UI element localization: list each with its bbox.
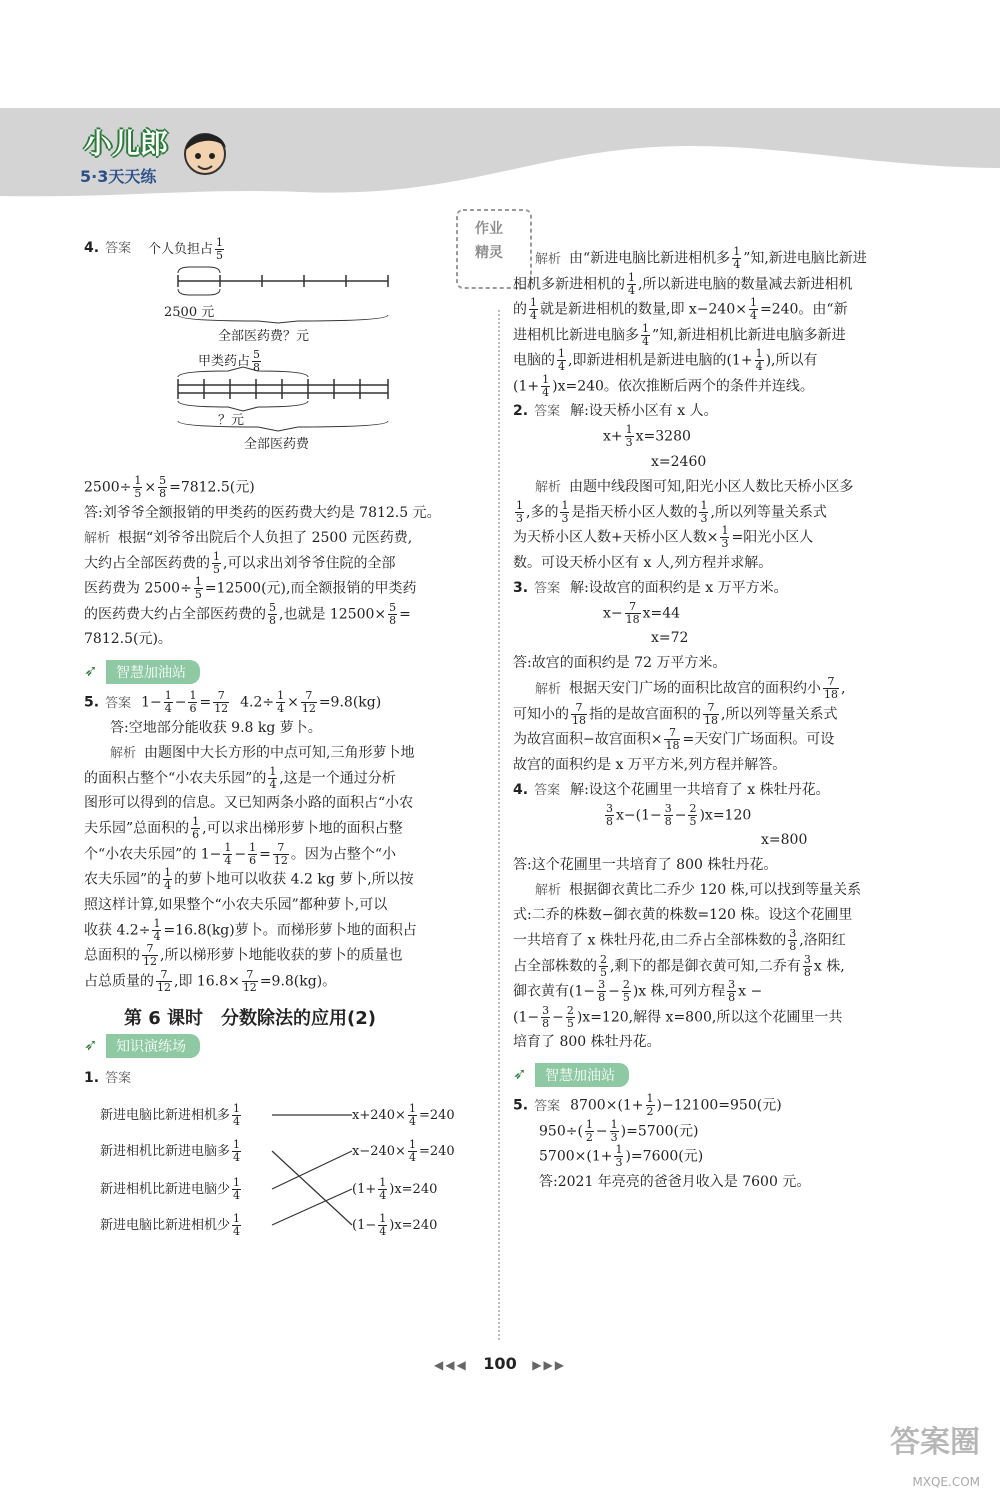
r-q4-line: 4. 答案 解:设这个花圃里一共培育了 x 株牡丹花。 <box>513 781 830 798</box>
stamp-line2: 精灵 <box>475 245 503 261</box>
r-q5-line: 5. 答案 8700×(1+ $\frac{1}{2}$ )−12100=950(元) <box>513 1092 782 1118</box>
r-q4-analysis-5: 御衣黄有(1− $\frac{3}{8}$ − $\frac{2}{5}$ )x 株,可列方程 $\frac{3}{8}$ x − <box>513 978 763 1004</box>
q4-analysis-4: 的医药费大约占全部医药费的 $\frac{5}{8}$ ,也就是 12500× $\frac{5}{8}$ = <box>84 600 411 627</box>
right-column <box>513 246 918 1195</box>
diag-q-label: ？元 <box>218 413 245 428</box>
r-q2-analysis-4: 数。可设天桥小区有 x 人,列方程并求解。 <box>513 554 773 571</box>
diag-total-label: 全部医药费 <box>244 437 310 452</box>
watermark-url: MXQE.COM <box>912 1475 980 1489</box>
q5-analysis-7: 照这样计算,如果整个“小农夫乐园”都种萝卜,可以 <box>84 896 388 913</box>
r-q2-eq1: x+ $\frac{1}{3}$ x=3280 <box>603 423 691 449</box>
footer-left-arrows: ◀◀◀ <box>434 1358 468 1372</box>
footer-right-arrows: ▶▶▶ <box>532 1358 566 1372</box>
q5-analysis-9: 总面积的 $\frac{7}{12}$ ,所以梯形萝卜地能收获的萝卜的质量也 <box>84 942 403 968</box>
r-q4-analysis-3: 一共培育了 x 株牡丹花,由二乔占全部株数的 $\frac{3}{8}$ ,洛阳红 <box>513 927 846 953</box>
logo-title: 小儿郎 <box>84 127 169 160</box>
q4-answer: 答:刘爷爷全额报销的甲类药的医药费大约是 7812.5 元。 <box>84 504 441 521</box>
q5-analysis-5: 个“小农夫乐园”的 1− $\frac{1}{4}$ − $\frac{1}{6}$ = $\frac{7}{12}$ 。因为占整个“小 <box>84 840 397 867</box>
r-q5-eq2: 950÷( $\frac{1}{2}$ − $\frac{1}{3}$ )=5700(元) <box>539 1117 699 1144</box>
r-q4-answer: 答:这个花圃里一共培育了 800 株牡丹花。 <box>513 857 778 873</box>
q1-row-4: 新进电脑比新进相机少 $\frac{1}{4}$ <box>100 1212 241 1238</box>
r-q3-analysis-3: 为故宫面积−故宫面积× $\frac{7}{18}$ =天安门广场面积。可设 <box>513 726 835 752</box>
r-q4-analysis-1: 解析 根据御衣黄比二乔少 120 株,可以找到等量关系 <box>535 882 862 898</box>
q4-calc: 2500÷ $\frac{1}{5}$ × $\frac{5}{8}$ =7812.5(元) <box>84 474 255 500</box>
diag-top-label: 个人负担占 $\frac{1}{5}$ <box>148 236 224 262</box>
q5-analysis-6: 农夫乐园”的 $\frac{1}{4}$ 的萝卜地可以收获 4.2 kg 萝卜,所以按 <box>84 866 414 892</box>
q4-answer-label: 答案 <box>105 241 132 256</box>
q1-row-2: 新进相机比新进电脑多 $\frac{1}{4}$ <box>100 1138 241 1164</box>
q1-eq-2: x−240× $\frac{1}{4}$ =240 <box>352 1138 455 1164</box>
q1-eq-3: (1+ $\frac{1}{4}$ )x=240 <box>352 1176 438 1202</box>
q4-analysis-5: 7812.5(元)。 <box>84 631 172 647</box>
r-q2-analysis-2: $\frac{1}{3}$ ,多的 $\frac{1}{3}$ 是指天桥小区人数的 $\frac{1}{3}$ ,所以列等量关系式 <box>516 498 827 525</box>
r-q3-line: 3. 答案 解:设故宫的面积约是 x 万平方米。 <box>513 579 788 596</box>
r-q4-eq2: x=800 <box>761 832 808 848</box>
q5-analysis-2: 的面积占整个“小农夫乐园”的 $\frac{1}{4}$ ,这是一个通过分析 <box>84 764 396 791</box>
diag-2500-label: 2500 元 <box>164 305 215 320</box>
page-number: 100 <box>483 1354 517 1373</box>
arrow-icon: ➶ <box>84 661 98 680</box>
q5-analysis-8: 收获 4.2÷ $\frac{1}{4}$ =16.8(kg)萝卜。而梯形萝卜地的面积占 <box>84 916 417 943</box>
q5-answer: 答:空地部分能收获 9.8 kg 萝卜。 <box>110 719 322 736</box>
r-q2-eq2: x=2460 <box>651 453 707 470</box>
page-footer <box>0 1354 1000 1373</box>
r-q3-analysis-4: 故宫的面积约是 x 万平方米,列方程并解答。 <box>513 756 787 773</box>
boy-mascot-icon <box>178 124 232 186</box>
badge-knowledge-practice: ➶ 知识演练场 <box>106 1034 200 1058</box>
r-q2-line: 2. 答案 解:设天桥小区有 x 人。 <box>513 403 718 419</box>
r-q5-eq3: 5700×(1+ $\frac{1}{3}$ )=7600(元) <box>539 1143 704 1169</box>
r-q3-analysis-1: 解析 根据天安门广场的面积比故宫的面积约小 $\frac{7}{18}$ , <box>535 675 846 701</box>
arrow-icon: ➶ <box>513 1064 527 1083</box>
q5-analysis-3: 图形可以得到的信息。又已知两条小路的面积占“小农 <box>84 795 414 811</box>
q4-number: 4. <box>84 240 100 256</box>
brand-logo <box>78 118 238 198</box>
section-title: 第 6 课时 分数除法的应用(2) <box>124 1008 377 1029</box>
q1-header: 1. 答案 <box>84 1070 132 1086</box>
r-q3-eq1: x− $\frac{7}{18}$ x=44 <box>603 599 681 626</box>
watermark-logo: 答案圈 <box>890 1425 980 1460</box>
r-q3-analysis-2: 可知小的 $\frac{7}{18}$ 指的是故宫面积的 $\frac{7}{18}$ ,所以列等量关系式 <box>513 700 838 727</box>
q4-analysis-1: 解析 根据“刘爷爷出院后个人负担了 2500 元医药费, <box>84 529 413 546</box>
logo-subtitle: 5·3天天练 <box>80 167 157 186</box>
diag-total-q-label: 全部医药费？元 <box>218 329 310 344</box>
q5-analysis-4: 夫乐园”总面积的 $\frac{1}{6}$ ,可以求出梯形萝卜地的面积占整 <box>84 815 403 841</box>
r-q4-analysis-6: (1− $\frac{3}{8}$ − $\frac{2}{5}$ )x=120,解得 x=800,所以这个花圃里一共 <box>513 1003 843 1030</box>
r-q1-analysis-2: 相机多新进相机的 $\frac{1}{4}$ ,所以新进电脑的数量减去新进相机 <box>513 270 853 297</box>
q5-analysis-10: 占总质量的 $\frac{7}{12}$ ,即 16.8× $\frac{7}{12}$ =9.8(kg)。 <box>84 967 337 994</box>
r-q4-analysis-7: 培育了 800 株牡丹花。 <box>513 1034 661 1050</box>
r-q4-eq1: $\frac{3}{8}$ x−(1− $\frac{3}{8}$ − $\frac{2}{5}$ )x=120 <box>606 801 752 828</box>
badge-wisdom-station-right: ➶ 智慧加油站 <box>535 1063 629 1087</box>
column-divider <box>498 310 500 1340</box>
q4-analysis-2: 大约占全部医药费的 $\frac{1}{5}$ ,可以求出刘爷爷住院的全部 <box>84 549 396 576</box>
q1-eq-1: x+240× $\frac{1}{4}$ =240 <box>352 1102 455 1128</box>
q1-row-3: 新进相机比新进电脑少 $\frac{1}{4}$ <box>100 1176 241 1202</box>
r-q3-eq2: x=72 <box>651 630 689 646</box>
r-q2-analysis-1: 解析 由题中线段图可知,阳光小区人数比天桥小区多 <box>535 478 854 495</box>
q5-analysis-1: 解析 由题图中大长方形的中点可知,三角形萝卜地 <box>110 744 415 761</box>
r-q1-analysis-3: 的 $\frac{1}{4}$ 就是新进相机的数量,即 x−240× $\frac{1}{4}$ =240。由“新 <box>513 296 848 322</box>
r-q1-analysis-1: 解析 由“新进电脑比新进相机多 $\frac{1}{4}$ ”知,新进电脑比新进 <box>535 245 867 271</box>
r-q4-analysis-4: 占全部株数的 $\frac{2}{5}$ ,剩下的都是御衣黄可知,二乔有 $\frac{3}{8}$ x 株, <box>513 952 845 979</box>
left-column <box>84 236 484 1257</box>
q1-eq-4: (1− $\frac{1}{4}$ )x=240 <box>352 1212 438 1238</box>
diag-jia-label: 甲类药占 $\frac{5}{8}$ <box>198 348 261 374</box>
r-q1-analysis-4: 进相机比新进电脑多 $\frac{1}{4}$ ”知,新进相机比新进电脑多新进 <box>513 321 846 348</box>
q4-analysis-3: 医药费为 2500÷ $\frac{1}{5}$ =12500(元),而全额报销的甲类药 <box>84 575 417 601</box>
q1-matching <box>84 1097 484 1257</box>
arrow-icon: ➶ <box>84 1035 98 1054</box>
r-q4-analysis-2: 式:二乔的株数−御衣黄的株数=120 株。设这个花圃里 <box>513 907 853 923</box>
q1-row-1: 新进电脑比新进相机多 $\frac{1}{4}$ <box>100 1102 241 1128</box>
stamp-line1: 作业 <box>475 221 503 237</box>
badge-wisdom-station: ➶ 智慧加油站 <box>106 660 200 684</box>
r-q1-analysis-5: 电脑的 $\frac{1}{4}$ ,即新进相机是新进电脑的(1+ $\frac{1}{4}$ ),所以有 <box>513 347 818 373</box>
r-q1-analysis-6: (1+ $\frac{1}{4}$ )x=240。依次推断后两个的条件并连线。 <box>513 372 814 399</box>
r-q3-answer: 答:故宫的面积约是 72 万平方米。 <box>513 655 727 671</box>
r-q2-analysis-3: 为天桥小区人数+天桥小区人数× $\frac{1}{3}$ =阳光小区人 <box>513 524 814 550</box>
r-q5-answer: 答:2021 年亮亮的爸爸月收入是 7600 元。 <box>539 1173 811 1190</box>
q5-line: 5. 答案 1− $\frac{1}{4}$ − $\frac{1}{6}$ = $\frac{7}{12}$ 4.2÷ $\frac{1}{4}$ × $\frac{7}{12}$ =9.8(kg) <box>84 689 382 715</box>
